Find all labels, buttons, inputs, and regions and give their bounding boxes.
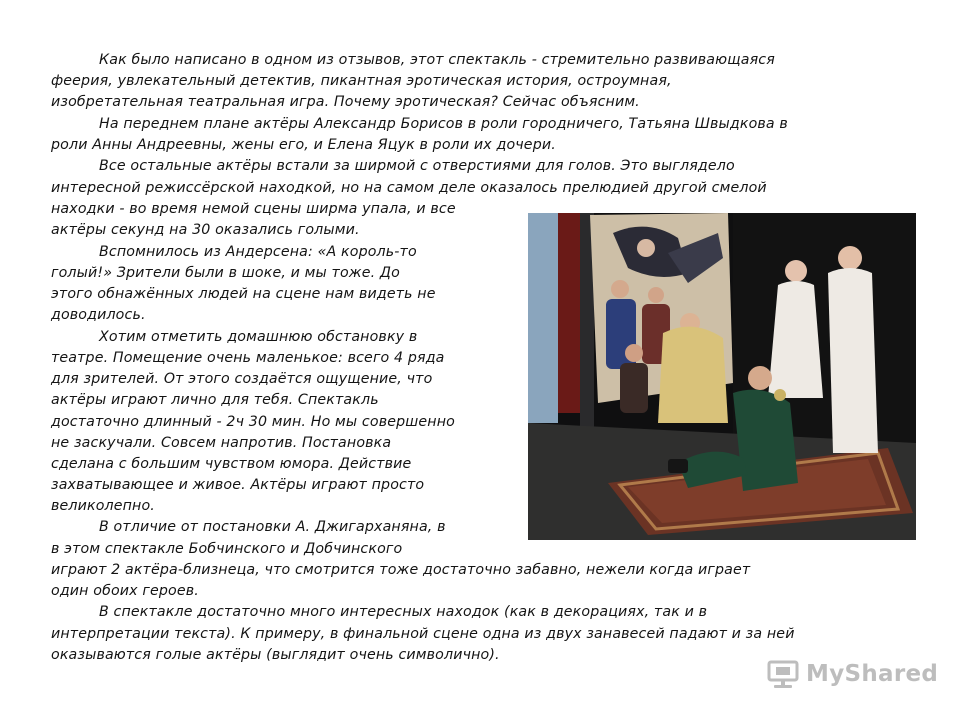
text-line: На переднем плане актёры Александр Борисов в роли городничего, Татьяна Швыдкова в bbox=[99, 116, 788, 132]
curtain-blue bbox=[528, 213, 558, 423]
text-line: Все остальные актёры встали за ширмой с отверстиями для голов. Это выглядело bbox=[99, 158, 735, 174]
text-line: играют 2 актёра-близнеца, что смотрится тоже достаточно забавно, нежели когда играет bbox=[51, 562, 751, 578]
text-line: не заскучали. Совсем напротив. Постановка bbox=[51, 435, 392, 451]
text-line: в этом спектакле Бобчинского и Добчинского bbox=[51, 541, 403, 557]
text-line: оказываются голые актёры (выглядит очень символично). bbox=[51, 647, 500, 663]
watermark bbox=[766, 656, 938, 692]
text-line: Как было написано в одном из отзывов, этот спектакль - стремительно развивающаяся bbox=[99, 52, 775, 68]
text-line: один обоих героев. bbox=[51, 583, 199, 599]
text-line: сделана с большим чувством юмора. Действие bbox=[51, 456, 412, 472]
text-line: Хотим отметить домашнюю обстановку в bbox=[99, 329, 418, 345]
text-line: актёры секунд на 30 оказались голыми. bbox=[51, 222, 360, 238]
curtain-red bbox=[558, 213, 580, 413]
gown bbox=[658, 327, 728, 423]
text-line: находки - во время немой сцены ширма упала, и все bbox=[51, 201, 456, 217]
text-line: интерпретации текста). К примеру, в финальной сцене одна из двух занавесей падают и за ней bbox=[51, 626, 795, 642]
text-line: В отличие от постановки А. Джигарханяна, в bbox=[99, 519, 446, 535]
watermark-text: MyShared bbox=[806, 661, 939, 687]
text-line: интересной режиссёрской находкой, но на самом деле оказалось прелюдией другой смелой bbox=[51, 180, 767, 196]
text-line: феерия, увлекательный детектив, пикантная эротическая история, остроумная, bbox=[51, 73, 672, 89]
stage-scene-illustration bbox=[528, 213, 916, 540]
text-line: для зрителей. От этого создаётся ощущение, что bbox=[51, 371, 433, 387]
text-line: В спектакле достаточно много интересных находок (как в декорациях, так и в bbox=[99, 604, 708, 620]
theatre-photo bbox=[528, 213, 916, 540]
text-line: актёры играют лично для тебя. Спектакль bbox=[51, 392, 379, 408]
text-line: великолепно. bbox=[51, 498, 155, 514]
text-line: театре. Помещение очень маленькое: всего 4 ряда bbox=[51, 350, 445, 366]
text-line: достаточно длинный - 2ч 30 мин. Но мы совершенно bbox=[51, 414, 455, 430]
text-line: голый!» Зрители были в шоке, и мы тоже. До bbox=[51, 265, 400, 281]
text-line: этого обнажённых людей на сцене нам видеть не bbox=[51, 286, 436, 302]
text-line: Вспомнилось из Андерсена: «А король-то bbox=[99, 244, 417, 260]
text-line: роли Анны Андреевны, жены его, и Елена Яцук в роли их дочери. bbox=[51, 137, 556, 153]
text-line: изобретательная театральная игра. Почему эротическая? Сейчас объясним. bbox=[51, 94, 640, 110]
text-line: доводилось. bbox=[51, 307, 146, 323]
presentation-board-icon bbox=[766, 658, 800, 690]
white-dress-right bbox=[828, 268, 878, 453]
text-line: захватывающее и живое. Актёры играют просто bbox=[51, 477, 425, 493]
